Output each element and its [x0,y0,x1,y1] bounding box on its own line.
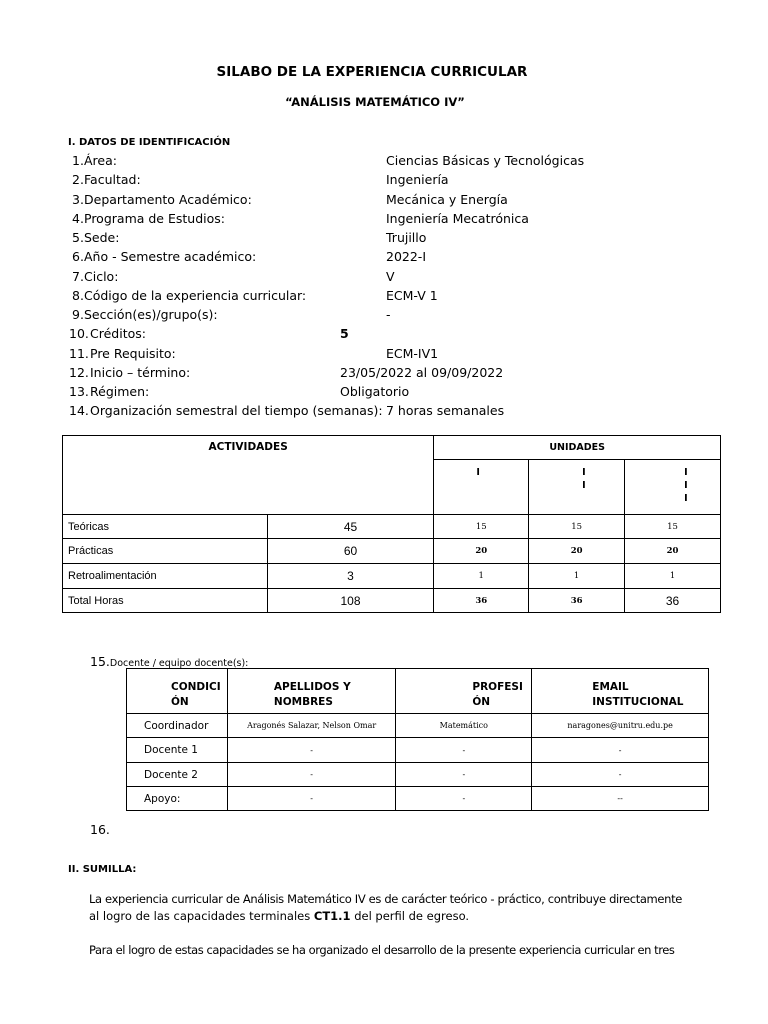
table-row [63,589,721,613]
identification-item-label: Pre Requisito: [90,346,176,361]
item-15-number: 15. [90,654,110,669]
identification-item-label: Inicio – término: [90,365,191,380]
unit-2-hours: 20 [529,539,625,564]
unit-2-header: I I [529,460,625,515]
unit-2-hours: 1 [529,564,625,589]
identification-item-number: 4. [72,211,84,226]
identification-item-label: Sede: [84,230,120,245]
identification-item-number: 13. [69,384,89,399]
identification-item-label: Régimen: [90,384,150,399]
unit-1-hours: 36 [434,589,529,613]
identification-item-number: 14. [69,403,89,418]
activities-header-label: ACTIVIDADES [208,441,288,453]
identification-item-label: Sección(es)/grupo(s): [84,307,218,322]
unit-3-hours: 1 [625,564,721,589]
teacher-name: - [227,787,395,811]
teacher-name: Aragonés Salazar, Nelson Omar [227,714,395,738]
identification-item-value: Ingeniería [386,172,449,187]
identification-item-label: Facultad: [84,172,141,187]
unit-3-hours: 15 [625,515,721,539]
sumilla-text-prefix: al logro de las capacidades terminales [89,909,314,923]
teacher-email[interactable]: naragones@unitru.edu.pe [532,714,709,738]
sumilla-paragraph-line-2 [89,909,469,923]
sumilla-paragraph-line-1: La experiencia curricular de Análisis Matemático IV es de carácter teórico - práctico, contribuye directamente [89,892,682,906]
teacher-email: - [532,738,709,763]
header-email: EMAIL INSTITUCIONAL [532,669,709,714]
teacher-email: -- [532,787,709,811]
unit-1-hours: 20 [434,539,529,564]
activity-label: Teóricas [63,515,268,539]
teacher-profession: - [396,787,532,811]
sumilla-text-suffix: del perfil de egreso. [350,909,470,923]
teacher-role: Apoyo: [127,787,228,811]
identification-item-label: Ciclo: [84,269,119,284]
unit-1-header: I [434,460,529,515]
teacher-name: - [227,738,395,763]
capacity-code: CT1.1 [313,909,351,923]
identification-item-label: Departamento Académico: [84,192,252,207]
header-condition: CONDICI ÓN [127,669,228,714]
table-row [127,787,709,811]
teacher-profession: - [396,763,532,787]
identification-item-label: Organización semestral del tiempo (semanas): [90,403,383,418]
identification-item-number: 7. [72,269,84,284]
identification-item-value: ECM-IV1 [386,346,439,361]
table-row [63,539,721,564]
identification-item-value: 5 [340,326,349,341]
activity-total: 60 [267,539,434,564]
identification-item-number: 11. [69,346,89,361]
table-row [127,714,709,738]
unit-1-hours: 1 [434,564,529,589]
identification-item-value: V [386,269,395,284]
identification-item-number: 5. [72,230,84,245]
document-title: SILABO DE LA EXPERIENCIA CURRICULAR [216,64,528,80]
sumilla-paragraph-2: Para el logro de estas capacidades se ha organizado el desarrollo de la presente experiencia curricular en tres [89,943,675,957]
teacher-name: - [227,763,395,787]
item-15-label: Docente / equipo docente(s): [109,658,249,669]
identification-item-value: Obligatorio [340,384,410,399]
header-profession: PROFESI ÓN [396,669,532,714]
teachers-table [126,668,709,811]
unit-3-header: I I I [625,460,721,515]
activities-table [62,435,721,613]
table-row [127,738,709,763]
table-row [127,763,709,787]
identification-item-number: 3. [72,192,84,207]
teacher-role: Docente 1 [127,738,228,763]
identification-item-label: Programa de Estudios: [84,211,225,226]
identification-item-number: 2. [72,172,84,187]
identification-item-number: 1. [72,153,84,168]
activity-total: 3 [267,564,434,589]
units-header-label: UNIDADES [549,442,605,453]
teacher-role: Docente 2 [127,763,228,787]
table-row [63,515,721,539]
identification-item-label: Área: [84,153,117,168]
activities-header [63,436,434,515]
identification-item-value: 7 horas semanales [386,403,505,418]
unit-3-hours: 20 [625,539,721,564]
teacher-profession: Matemático [396,714,532,738]
table-row [63,564,721,589]
identification-item-value: - [386,307,391,322]
activity-total: 108 [267,589,434,613]
identification-item-value: Trujillo [386,230,427,245]
unit-2-hours: 15 [529,515,625,539]
identification-item-number: 9. [72,307,84,322]
unit-3-hours: 36 [625,589,721,613]
activity-label: Prácticas [63,539,268,564]
identification-item-label: Año - Semestre académico: [84,249,257,264]
teacher-profession: - [396,738,532,763]
activity-total: 45 [267,515,434,539]
identification-item-number: 6. [72,249,84,264]
header-names: APELLIDOS Y NOMBRES [227,669,395,714]
unit-1-hours: 15 [434,515,529,539]
identification-item-value: Mecánica y Energía [386,192,508,207]
teacher-email: - [532,763,709,787]
section-heading-sumilla: II. SUMILLA: [68,864,137,875]
identification-item-value: ECM-V 1 [386,288,438,303]
identification-item-value: Ingeniería Mecatrónica [386,211,529,226]
identification-item-number: 10. [69,326,89,341]
identification-item-number: 12. [69,365,89,380]
course-subtitle: “ANÁLISIS MATEMÁTICO IV” [285,95,465,109]
item-16-number: 16. [90,822,110,837]
identification-item-label: Créditos: [90,326,146,341]
identification-item-value: 2022-I [386,249,427,264]
section-heading-identification: I. DATOS DE IDENTIFICACIÓN [68,137,231,148]
units-header [434,436,721,460]
identification-item-number: 8. [72,288,84,303]
identification-item-label: Código de la experiencia curricular: [84,288,307,303]
identification-item-value: 23/05/2022 al 09/09/2022 [340,365,504,380]
activity-label: Total Horas [63,589,268,613]
activity-label: Retroalimentación [63,564,268,589]
unit-2-hours: 36 [529,589,625,613]
identification-item-value: Ciencias Básicas y Tecnológicas [386,153,585,168]
teacher-role: Coordinador [127,714,228,738]
